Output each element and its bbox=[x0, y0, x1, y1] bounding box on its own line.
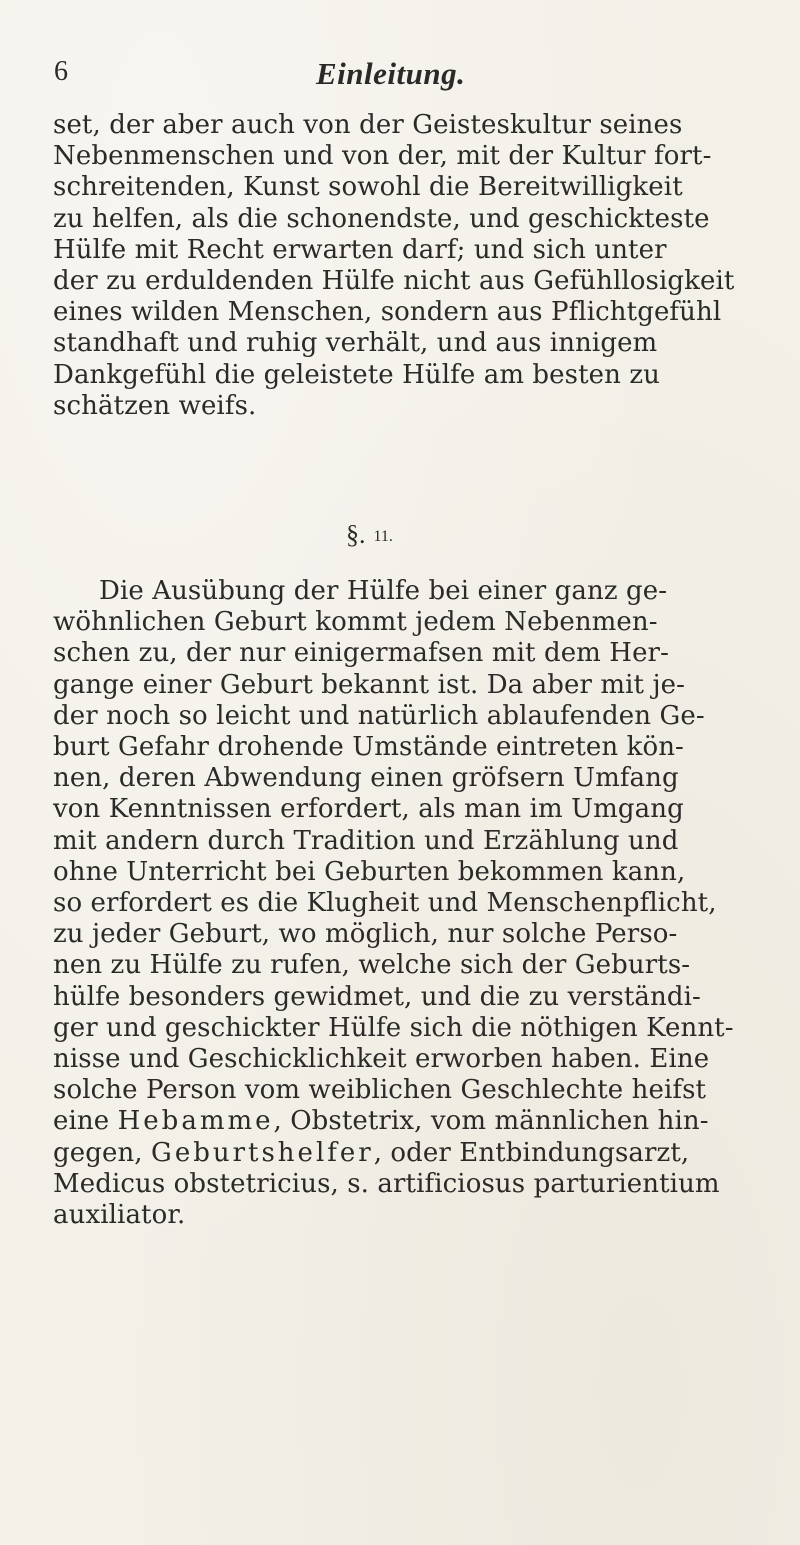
text-line: Nebenmenschen und von der, mit der Kultur fort- bbox=[53, 141, 712, 172]
text-line: wöhnlichen Geburt kommt jedem Nebenmen- bbox=[53, 607, 658, 638]
text-line: solche Person vom weiblichen Geschlechte heifst bbox=[53, 1075, 707, 1106]
text-fragment: , Obstetrix, vom männlichen hin- bbox=[273, 1106, 709, 1137]
text-fragment: eine bbox=[53, 1106, 118, 1137]
text-line-hebamme bbox=[53, 1106, 773, 1137]
text-line: nen zu Hülfe zu rufen, welche sich der Geburts- bbox=[53, 950, 691, 981]
term-geburtshelfer: Geburtshelfer bbox=[151, 1137, 374, 1168]
text-line-geburtshelfer bbox=[53, 1138, 773, 1169]
text-line: schen zu, der nur einigermafsen mit dem Her- bbox=[53, 638, 669, 669]
text-line: burt Gefahr drohende Umstände eintreten kön- bbox=[53, 732, 684, 763]
text-line: Dankgefühl die geleistete Hülfe am besten zu bbox=[53, 359, 660, 390]
text-line: ohne Unterricht bei Geburten bekommen kann, bbox=[53, 856, 686, 887]
text-line: hülfe besonders gewidmet, und die zu verständi- bbox=[53, 981, 701, 1012]
text-line: auxiliator. bbox=[53, 1200, 186, 1231]
text-line: gange einer Geburt bekannt ist. Da aber mit je- bbox=[53, 669, 685, 700]
text-line: standhaft und ruhig verhält, und aus innigem bbox=[53, 328, 658, 359]
paragraph-2 bbox=[53, 576, 773, 1231]
text-line: Die Ausübung der Hülfe bei einer ganz ge- bbox=[99, 576, 668, 606]
text-line: schätzen weifs. bbox=[53, 390, 257, 421]
text-line: set, der aber auch von der Geisteskultur seines bbox=[53, 110, 683, 140]
section-heading bbox=[346, 520, 393, 550]
text-line: zu jeder Geburt, wo möglich, nur solche Perso- bbox=[53, 919, 678, 950]
text-line: der zu erduldenden Hülfe nicht aus Gefühllosigkeit bbox=[53, 266, 735, 297]
section-number: 11. bbox=[373, 528, 393, 546]
text-line: Hülfe mit Recht erwarten darf; und sich unter bbox=[53, 234, 667, 265]
running-head: Einleitung. bbox=[316, 56, 466, 91]
text-line: Medicus obstetricius, s. artificiosus parturientium bbox=[53, 1168, 720, 1199]
text-fragment: , oder Entbindungsarzt, bbox=[373, 1137, 690, 1168]
text-line: schreitenden, Kunst sowohl die Bereitwilligkeit bbox=[53, 172, 683, 203]
text-line: nen, deren Abwendung einen gröfsern Umfang bbox=[53, 763, 679, 794]
text-line: der noch so leicht und natürlich ablaufenden Ge- bbox=[53, 700, 705, 731]
text-line: mit andern durch Tradition und Erzählung und bbox=[53, 825, 679, 856]
page-header bbox=[54, 56, 704, 96]
text-line: nisse und Geschicklichkeit erworben haben. Eine bbox=[53, 1044, 710, 1075]
text-line: von Kenntnissen erfordert, als man im Umgang bbox=[53, 794, 684, 825]
paragraph-1 bbox=[53, 110, 753, 422]
text-line: ger und geschickter Hülfe sich die nöthigen Kennt- bbox=[53, 1012, 734, 1043]
text-line: eines wilden Menschen, sondern aus Pflichtgefühl bbox=[53, 297, 722, 328]
page-number: 6 bbox=[54, 56, 68, 87]
text-line: zu helfen, als die schonendste, und geschickteste bbox=[53, 203, 710, 234]
term-hebamme: Hebamme bbox=[117, 1106, 274, 1137]
section-symbol: §. bbox=[346, 520, 366, 549]
text-fragment: gegen, bbox=[53, 1137, 152, 1168]
text-line: so erfordert es die Klugheit und Menschenpflicht, bbox=[53, 888, 717, 919]
